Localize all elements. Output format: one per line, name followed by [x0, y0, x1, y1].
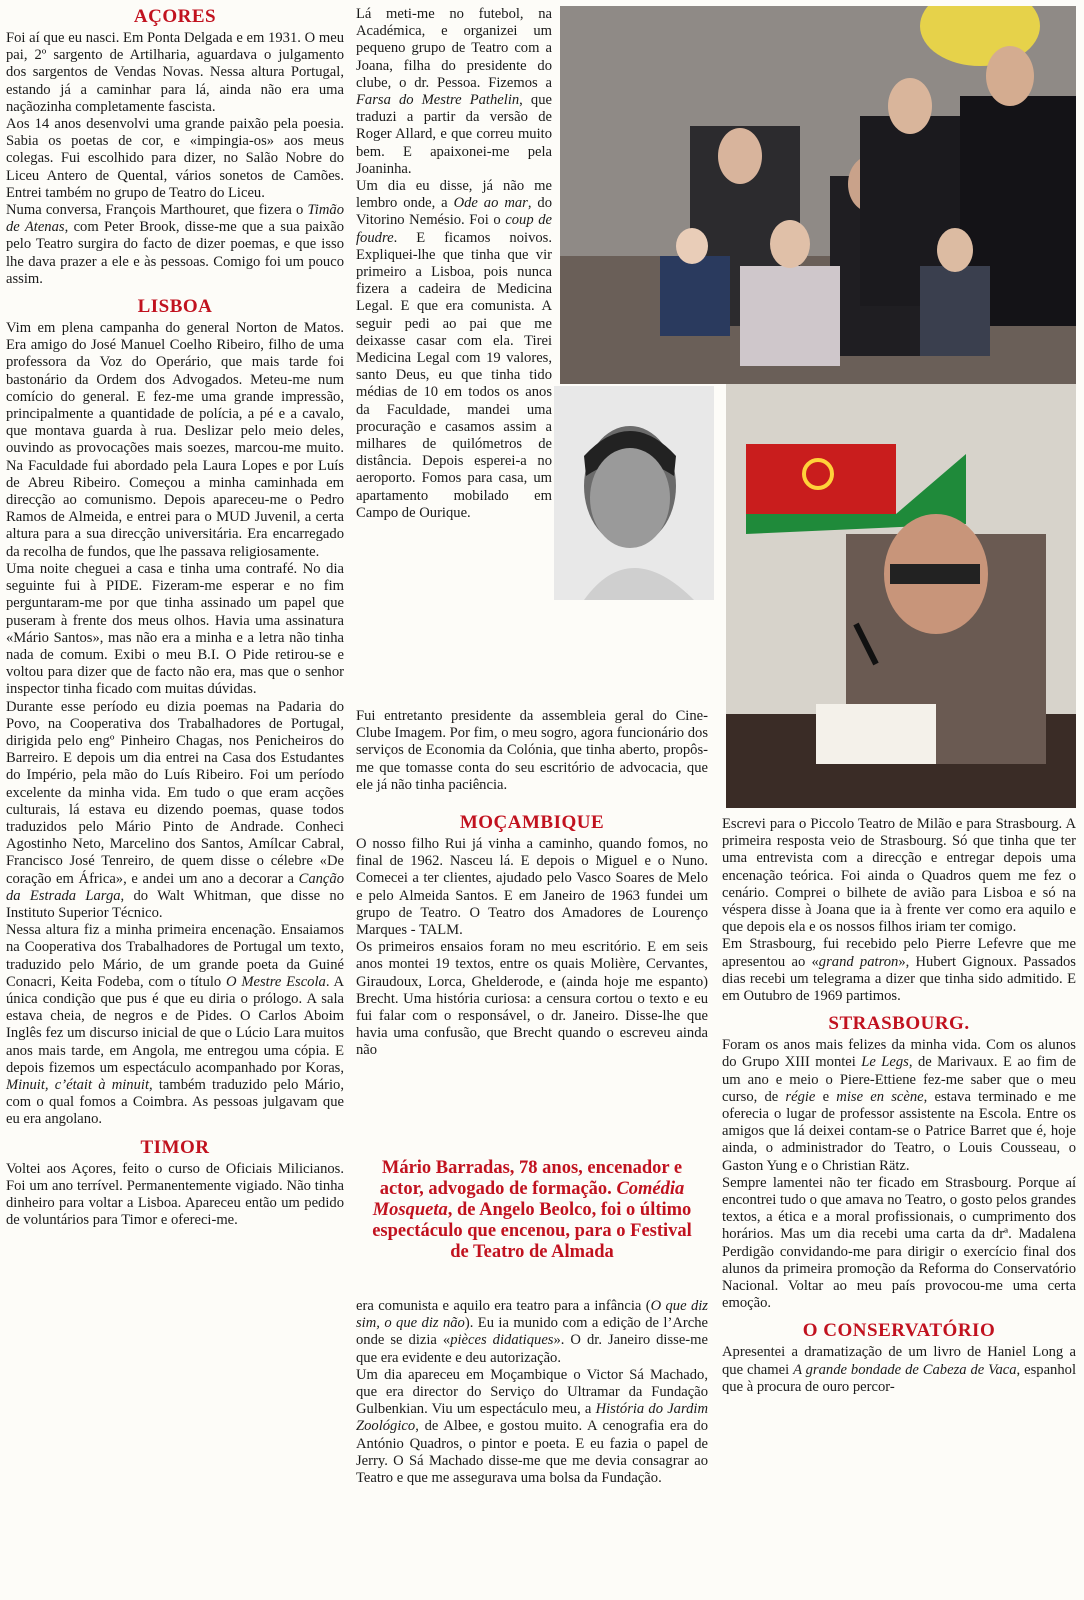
paragraph: Sempre lamentei não ter ficado em Strasbourg. Porque aí encontrei tudo o que amava no Teatro, o gosto pelos grandes textos, a ética e a moral profissionais, o cumprimento dos horários. Mas um dia recebi uma carta da drª. Madalena Perdigão convidando-me para dirigir o exercício final dos alunos da primeira promoção da Reforma do Conservatório Nacional. Voltar ao meu país provocou-me uma certa emoção.	[722, 1174, 1076, 1312]
paragraph: Em Strasbourg, fui recebido pelo Pierre Lefevre que me apresentou ao «grand patron», Hubert Gignoux. Passados dias recebi um telegrama a dizer que tinha sido admitido. E em Outubro de 1969 partimos.	[722, 936, 1076, 1005]
paragraph: Numa conversa, François Marthouret, que fizera o Timão de Atenas, com Peter Brook, disse-me que a sua paixão pelo Teatro surgira do facto de dizer poemas, e que isso lhe dava prazer a ele e às pessoas. Comigo foi um pouco assim.	[6, 202, 344, 287]
paragraph: Um dia eu disse, já não me lembro onde, a Ode ao mar, do Vitorino Nemésio. Foi o coup de foudre. E ficamos noivos. Expliquei-lhe que tinha que vir primeiro a Lisboa, pois nunca fizera a cadeira de Medicina Legal. E que era comunista. A seguir pedi ao pai que me deixasse casar com ela. Tirei Medicina Legal com 19 valores, santo Deus, eu que tinha tido médias de 10 em todos os anos da Faculdade, mandei uma procuração e casamos assim a milhares de quilómetros de distância. Depois esperei-a no aeroporto. Fomos para casa, um apartamento mobilado em Campo de Ourique.	[356, 178, 552, 521]
section-title-acores: AÇORES	[133, 6, 217, 27]
section-title-conservatorio: O CONSERVATÓRIO	[802, 1320, 996, 1342]
column-middle-mocambique	[356, 812, 708, 1060]
column-left	[6, 6, 344, 1229]
paragraph: era comunista e aquilo era teatro para a infância (O que diz sim, o que diz não). Eu ia munido com a edição de l’Arche onde se dizia «pièces didatiques». O dr. Janeiro disse-me que era evidente e deu autorização.	[356, 1298, 708, 1366]
column-middle-bottom	[356, 1298, 708, 1487]
column-middle-top	[356, 6, 552, 522]
paragraph: Escrevi para o Piccolo Teatro de Milão e para Strasbourg. A primeira resposta veio de Strasbourg. Só que tinha que ter uma entrevista com a direcção e entregar depois uma encenação teórica. Foi ainda o Quadros quem me fez o cenário. Comprei o bilhete de avião para Lisboa e só na véspera disse à Joana que ia à frente ver como era aquilo e que depois ela e os nossos filhos iriam ter comigo.	[722, 816, 1076, 936]
paragraph: Apresentei a dramatização de um livro de Haniel Long a que chamei A grande bondade de Cabeza de Vaca, espanhol que à procura de ouro percor-	[722, 1344, 1076, 1395]
paragraph: O nosso filho Rui já vinha a caminho, quando fomos, no final de 1962. Nasceu lá. E depois o Miguel e o Nuno. Comecei a ter clientes, ajudado pelo Vasco Soares de Melo e pelo Almeida Santos. E em Janeiro de 1963 fundei um grupo de Teatro. O Teatro dos Amadores de Lourenço Marques - TALM.	[356, 836, 708, 939]
paragraph: Lá meti-me no futebol, na Académica, e organizei um pequeno grupo de Teatro com a Joana, filha do presidente do clube, o dr. Pessoa. Fizemos a Farsa do Mestre Pathelin, que traduzi a partir da versão de Roger Allard, e que correu muito bem. E apaixonei-me pela Joaninha.	[356, 6, 552, 177]
paragraph: Os primeiros ensaios foram no meu escritório. E em seis anos montei 19 textos, entre os quais Molière, Cervantes, Giraudoux, Lorca, Ghelderode, e (ainda hoje me espanto) Brecht. Uma história curiosa: a censura cortou o texto e eu fui falar com o responsável, o dr. Janeiro. Disse-lhe que havia uma confusão, que Brecht quando o escreveu ainda não	[356, 939, 708, 1059]
paragraph: Um dia apareceu em Moçambique o Victor Sá Machado, que era director do Serviço do Ultramar da Fundação Gulbenkian. Viu um espectáculo meu, a História do Jardim Zoológico, de Albee, e gostou muito. A cenografia era do António Quadros, o pintor e poeta. E eu fazia o papel de Jerry. O Sá Machado disse-me que me devia consagrar ao Teatro e que me assegurava uma bolsa da Fundação.	[356, 1366, 709, 1487]
portrait-photo	[554, 386, 714, 600]
section-title-strasbourg: STRASBOURG.	[828, 1013, 970, 1035]
paragraph: Foram os anos mais felizes da minha vida. Com os alunos do Grupo XIII montei Le Legs, de Marivaux. E ao fim de um ano e meio o Piere-Ettiene fez-me saber que o meu curso, de régie e mise en scène, estava terminado e me oferecia o lugar de professor assistente na Escola. Entre os amigos que lá deixei contam-se o Patrice Barret que é, hoje ainda, o administrador do Teatro, o Louis Cousseau, o Gaston Yung e o Christian Rätz.	[722, 1037, 1076, 1174]
section-title-timor: TIMOR	[140, 1136, 210, 1158]
family-photo	[560, 6, 1076, 384]
column-right	[722, 816, 1076, 1396]
section-title-lisboa: LISBOA	[137, 296, 213, 318]
speaker-photo	[726, 384, 1076, 808]
paragraph: Foi aí que eu nasci. Em Ponta Delgada e em 1931. O meu pai, 2º sargento de Artilharia, aguardava o julgamento dos sargentos de Vendas Novas. Nessa altura Portugal, estando já a caminhar para lá, ainda não era uma naçãozinha completamente fascista.	[6, 30, 344, 115]
paragraph: Durante esse período eu dizia poemas na Padaria do Povo, na Cooperativa dos Trabalhadores de Portugal, dirigida pelo engº Pinheiro Chagas, nos Penicheiros do Barreiro. E depois um dia entrei na Casa dos Estudantes do Império, pela mão do Luís Ribeiro. Foi um período excelente da minha vida. Em tudo o que eram acções culturais, lá estava eu dizendo poemas, quase todos traduzidos pelo Mário Pinto de Andrade. Conheci Agostinho Neto, Marcelino dos Santos, Amílcar Cabral, Francisco José Tenreiro, de quem disse o célebre «De coração em África», e andei um ano a decorar a Canção da Estrada Larga, do Walt Whitman, que disse no Instituto Superior Técnico.	[6, 698, 344, 921]
paragraph: Voltei aos Açores, feito o curso de Oficiais Milicianos. Foi um ano terrível. Permanentemente vigiado. Não tinha dinheiro para voltar a Lisboa. Apareceu então um pedido de voluntários para Timor e ofereci-me.	[6, 1160, 344, 1229]
paragraph: Vim em plena campanha do general Norton de Matos. Era amigo do José Manuel Coelho Ribeiro, filho de uma professora da Voz do Operário, que mais tarde foi bastonário da Ordem dos Advogados. Meteu-me num comício do general. E fez-me uma grande impressão, principalmente a quantidade de polícia, a pé e a cavalo, que montava guarda à rua. Deslizar pelo meio deles, ouvindo as provocações mais soezes, marcou-me muito. Na Faculdade fui abordado pela Laura Lopes e por Luís de Abreu Ribeiro. Começou a minha caminhada em direcção ao comunismo. Depois apareceu-me o Pedro Ramos de Almeida, e entrei para o MUD Juvenil, a certa altura para a sua direcção universitária. Era encarregado da recolha de fundos, que lhe passava religiosamente.	[6, 320, 344, 560]
column-middle-continuation	[356, 708, 708, 794]
paragraph: Uma noite cheguei a casa e tinha uma contrafé. No dia seguinte fui à PIDE. Fizeram-me esperar e no fim perguntaram-me por que tinha assinado um papel que puseram à frente dos meus olhos. Havia uma assinatura «Mário Santos», mas não era a minha e a letra não tinha nada de comum. Exibi o meu B.I. O Pide retirou-se e voltou para dizer que de facto não era, mas que o senhor inspector tinha ficado com muitas dúvidas.	[6, 560, 344, 698]
paragraph: Fui entretanto presidente da assembleia geral do Cine-Clube Imagem. Por fim, o meu sogro, agora funcionário dos serviços de Economia da Colónia, que tinha aberto, propôs-me que tomasse conta do seu escritório de advocacia, que ele já não tinha paciência.	[356, 708, 708, 793]
section-title-mocambique: MOÇAMBIQUE	[459, 812, 605, 833]
paragraph: Nessa altura fiz a minha primeira encenação. Ensaiamos na Cooperativa dos Trabalhadores de Portugal um texto, traduzido pelo Mário, de um grande poeta da Guiné Conacri, Keita Fodeba, com o título O Mestre Escola. A única condição que pus é que eu diria o prólogo. A sala estava cheia, de negros e de Pides. O Carlos Aboim Inglês fez um discurso inicial de que o Lúcio Lara muitos anos mais tarde, em Angola, me entregou uma cópia. E depois fizemos um espectáculo acompanhado por Koras, Minuit, c’était à minuit, também traduzido pelo Mário, com o qual fomos a Coimbra. As pessoas julgavam que eu era angolano.	[6, 922, 345, 1128]
paragraph: Aos 14 anos desenvolvi uma grande paixão pela poesia. Sabia os poetas de cor, e «impingia-os» aos meus colegas. Fui escolhido para dizer, no Salão Nobre do Liceu Antero de Quental, vários sonetos de Camões. Entrei também no grupo de Teatro do Liceu.	[6, 116, 344, 201]
photo-caption: Mário Barradas, 78 anos, encenador e actor, advogado de formação. Comédia Mosqueta, de Angelo Beolco, foi o último espectáculo que encenou, para o Festival de Teatro de Almada	[372, 1158, 692, 1262]
